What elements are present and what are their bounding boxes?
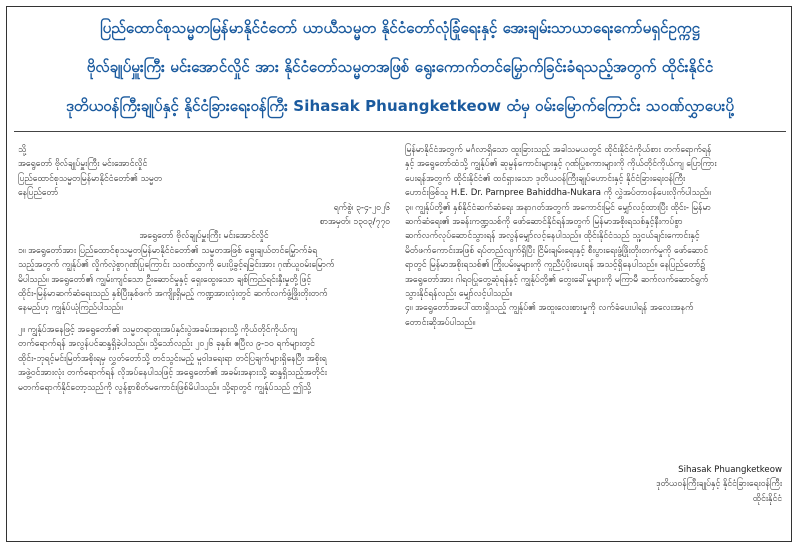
text-line: မိတ်ဖက်ကောင်းအဖြစ် ရပ်တည်လျက်ရှိပြီး ငြိမ်းချမ်းရေးနှင့် စီးပွားရေးဖွံ့ဖြိုးတိုးတက်မှုကို ဖော်ဆောင်	[405, 245, 709, 256]
paragraph-4	[405, 301, 783, 330]
address-to: သို့	[18, 145, 27, 155]
paragraph-1	[18, 244, 390, 316]
text-line: ဆက်ဆံရေး၏ အခန်းကဏ္ဍသစ်ကို ဖော်ဆောင်နိုင်ရန်အတွက် မြန်မာအစိုးရသစ်နှင့်နီးကပ်စွာ	[405, 217, 683, 228]
text-line: ထိုင်း-မြန်မာဆက်ဆံရေးသည် နှစ်ပြီးနှစ်ဖက် အကျိုးရှိမည့် ကဏ္ဍအားလုံးတွင် ဆက်လက်ဖွံ့ဖြိုးတိုးတက်	[18, 289, 328, 300]
paragraph-2	[18, 323, 390, 395]
address-name: အရွေတော် ဗိုလ်ချုပ်မှူးကြီး မင်းအောင်လှိုင်	[18, 159, 148, 170]
paragraph-3	[405, 201, 783, 302]
text-line: မိပါသည်။ အရွေတော်၏ ကျွမ်းကျင်သော ဦးဆောင်မှုနှင့် ရှေးထွေးသော ချစ်ကြည်ရင်းနှီးမှုတို့ဖြင့်	[18, 274, 312, 285]
signature-country: ထိုင်းနိုင်ငံ	[752, 493, 782, 504]
text-line: ဟောင်းဖြစ်သူ H.E. Dr. Parnpree Bahiddha-Nukara ကို လွှဲအပ်တာဝန်ပေးလိုက်ပါသည်။	[405, 188, 711, 199]
text-line: မြန်မာနိုင်ငံအတွက် မင်္ဂလာရှိသော ထူးခြားသည့် အခါသမယတွင် ထိုင်းနိုင်ငံကိုယ်စား တက်ရောက်ရန်	[405, 145, 712, 155]
signature-title: ဒုတိယဝန်ကြီးချုပ်နှင့် နိုင်ငံခြားရေးဝန်ကြီး	[656, 479, 782, 490]
address-city: နေပြည်တော်	[18, 188, 59, 199]
right-column	[405, 143, 783, 330]
salutation: အရွေတော် ဗိုလ်ချုပ်မှူးကြီး မင်းအောင်လှိုင်	[139, 231, 269, 242]
text-line: အရွေတော်အား ဂါရဝပြုတွေ့ဆုံရန်နှင့် ကျွန်ုပ်တို့၏ တွေးခေါ်မှုများကို မကြာမီ ဆက်လက်ဆောင်ရွက်	[405, 274, 709, 285]
headline-line-3: ဒုတိယဝန်ကြီးချုပ်နှင့် နိုင်ငံခြားရေးဝန်ကြီး Sihasak Phuangketkeow ထံမှ ဝမ်းမြောက်ကြောင်း သဝဏ်လွှာပေးပို့	[66, 97, 734, 116]
text-line: ၁။ အရွေတော်အား ပြည်ထောင်စုသမ္မတမြန်မာနိုင်ငံတော်၏ သမ္မတအဖြစ် ရွေးချယ်တင်မြှောက်ခံရ	[18, 245, 318, 256]
text-line: တောင်းဆိုအပ်ပါသည်။	[405, 317, 476, 328]
text-line: ၃။ ကျွန်ုပ်တို့၏ နှစ်နိုင်ငံဆက်ဆံရေး အနာဂတ်အတွက် အကောင်းမြင် မျှော်လင့်ထားပြီး ထိုင်း- မြန်မာ	[405, 202, 711, 213]
text-line: သွားနိုင်ရန်လည်း မျှော်လင့်ပါသည်။	[405, 289, 513, 300]
paragraph-2-continued	[405, 143, 783, 201]
text-line: သည့်အတွက် ကျွန်ုပ်၏ လှိုက်လှဲစွာဂုဏ်ပြုကြောင်း သဝဏ်လွှာကို ပေးပို့ခွင့်ရခြင်းအား ဂုဏ်ယူဝမ်းမြောက်	[18, 260, 335, 271]
text-line: ဆက်လက်လုပ်ဆောင်သွားရန် အလွန်မျှော်လင့်နေပါသည်။ ထိုင်းနိုင်ငံသည် သူ့ငယ်ချင်းကောင်းနှင့်	[405, 231, 700, 242]
text-line: ရာတွင် မြန်မာအစိုးရသစ်၏ ကြိုးပမ်းမှုများကို ကူညီပံ့ပိုးပေးရန် အသင့်ရှိနေပါသည်။ နေပြည်တော်၌	[405, 260, 706, 271]
headline-line-1: ပြည်ထောင်စုသမ္မတမြန်မာနိုင်ငံတော် ယာယီသမ္မတ နိုင်ငံတော်လုံခြုံရေးနှင့် အေးချမ်းသာယာရေးကော်မရှင်ဥက္ကဋ္ဌ	[100, 18, 700, 37]
text-line: မတက်ရောက်နိုင်တော့သည်ကို လွန်စွာစိတ်မကောင်းဖြစ်မိပါသည်။ သို့ရာတွင် ကျွန်ုပ်သည် ဤသို့	[18, 382, 312, 393]
letter-reference: စာအမှတ်၊ ၁၃၀၃/၇၇၀	[319, 217, 390, 228]
letter-date: ရက်စွဲ၊ ၃-၄-၂၀၂၆	[333, 202, 390, 213]
headline-divider	[14, 131, 786, 132]
left-column	[18, 143, 390, 395]
text-line: အဖွဲ့ဝင်အားလုံး တက်ရောက်ရန် လိုအပ်နေပါသဖြင့် အရွေတော်၏ အခမ်းအနားသို့ ဆန္ဒရှိသည့်အတိုင်း	[18, 368, 327, 379]
headline	[10, 10, 790, 128]
text-line: နှင့် အရွေတော်ထံသို့ ကျွန်ုပ်၏ ဆုမွန်ကောင်းများနှင့် ဂုဏ်ပြုစကားများကို ကိုယ်တိုင်ကိုယ်ကျ ပြောကြား	[405, 159, 717, 170]
address-title: ပြည်ထောင်စုသမ္မတမြန်မာနိုင်ငံတော်၏ သမ္မတ	[18, 173, 163, 184]
signature-name: Sihasak Phuangketkeow	[678, 465, 782, 475]
text-line: တက်ရောက်ရန် အလွန်ပင်ဆန္ဒရှိခဲ့ပါသည်။ သို့သော်လည်း ၂၀၂၆ ခုနှစ်၊ ဧပြီလ ၉-၁၀ ရက်များတွင်	[18, 339, 315, 350]
text-line: ၄။ အရွေတော်အပေါ်ထားရှိသည့် ကျွန်ုပ်၏ အထူးလေးစားမှုကို လက်ခံပေးပါရန် အလေးအနက်	[405, 303, 694, 314]
text-line: ၂။ ကျွန်ုပ်အနေဖြင့် အရွေတော်၏ သမ္မတရာထူးအပ်နှင်းပွဲအခမ်းအနားသို့ ကိုယ်တိုင်ကိုယ်ကျ	[18, 324, 298, 335]
headline-line-2: ဗိုလ်ချုပ်မှူးကြီး မင်းအောင်လှိုင် အား နိုင်ငံတော်သမ္မတအဖြစ် ရွေးကောက်တင်မြှောက်ခြင်းခံရသည့်အတွက် ထိုင်းနိုင်ငံ	[86, 57, 714, 76]
text-line: နေမည်ဟု ကျွန်ုပ်ယုံကြည်ပါသည်။	[18, 303, 123, 314]
text-line: ပေးရန်အတွက် ထိုင်းနိုင်ငံ၏ ထင်ရှားသော ဒုတိယဝန်ကြီးချုပ်ဟောင်းနှင့် နိုင်ငံခြားရေးဝန်ကြီး	[405, 173, 686, 184]
signature-block	[482, 463, 782, 506]
text-line: ထိုင်း-ဘုရင့်မင်းမြတ်အစိုးရမှ လွှတ်တော်သို့ တင်သွင်းမည့် မူဝါဒရေးရာ တင်ပြချက်များရှိနေပြီး အစိုးရ	[18, 353, 327, 364]
